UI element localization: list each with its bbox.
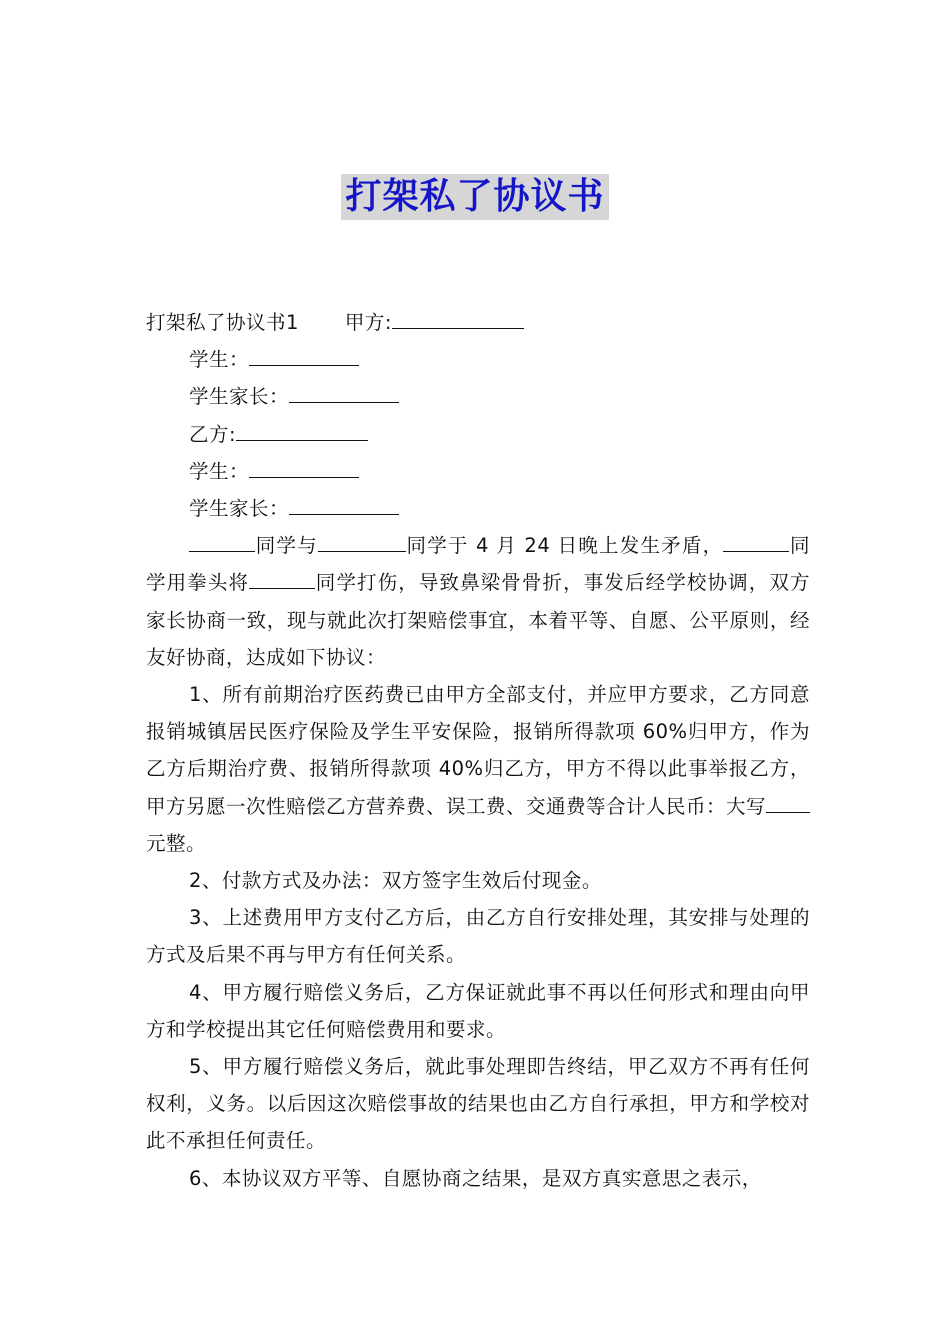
party-b-line: [146, 416, 810, 453]
party-b-student-line: [146, 453, 810, 490]
heading-label: 打架私了协议书1: [146, 311, 299, 334]
student-label: 学生：: [189, 348, 250, 372]
clause-3: 3、上述费用甲方支付乙方后，由乙方自行安排处理，其安排与处理的方式及后果不再与甲方有任何关系。: [146, 906, 810, 967]
party-b-blank: [236, 418, 368, 441]
clause-1-end: 元整。: [146, 831, 207, 855]
name-blank-1: [189, 529, 255, 552]
party-a-student-line: [146, 341, 810, 378]
name-blank-4: [249, 566, 315, 589]
name-blank-3: [723, 529, 789, 552]
party-b-parent-blank: [289, 492, 399, 515]
title-container: [0, 174, 950, 220]
heading-line: [146, 304, 810, 341]
party-a-blank: [392, 306, 524, 329]
clause-2: 2、付款方式及办法：双方签字生效后付现金。: [189, 869, 602, 893]
party-b-parent-line: [146, 490, 810, 527]
student-label: 学生：: [189, 459, 250, 483]
intro-text-4: 同学打伤，导致鼻梁骨骨折，事发后经学校协调，双方家长协商一致，现与就此次打架赔偿事宜，本着平等、自愿、公平原则，经友好协商，达成如下协议：: [146, 571, 810, 669]
document-body: [146, 304, 810, 1197]
amount-blank: [766, 790, 810, 813]
clause-1: [146, 676, 810, 862]
intro-text-1: 同学与: [255, 534, 318, 558]
party-b-label: 乙方:: [189, 422, 237, 446]
intro-text-2: 同学于 4 月 24 日晚上发生矛盾，: [405, 534, 724, 558]
party-a-student-blank: [249, 343, 359, 366]
clause-4: 4、甲方履行赔偿义务后，乙方保证就此事不再以任何形式和理由向甲方和学校提出其它任何赔偿费用和要求。: [146, 980, 810, 1041]
party-a-parent-line: [146, 378, 810, 415]
clause-5: 5、甲方履行赔偿义务后，就此事处理即告终结，甲乙双方不再有任何权利，义务。以后因这次赔偿事故的结果也由乙方自行承担，甲方和学校对此不承担任何责任。: [146, 1055, 810, 1153]
parent-label: 学生家长：: [189, 497, 290, 521]
clause-6: 6、本协议双方平等、自愿协商之结果，是双方真实意思之表示，: [189, 1166, 762, 1190]
name-blank-2: [318, 529, 406, 552]
document-title: 打架私了协议书: [341, 174, 608, 220]
clause-1-text: 1、所有前期治疗医药费已由甲方全部支付，并应甲方要求，乙方同意报销城镇居民医疗保险及学生平安保险，报销所得款项 60%归甲方，作为乙方后期治疗费、报销所得款项 40%归乙方，甲方不得以此事举报乙方，甲方另愿一次性赔偿乙方营养费、误工费、交通费等合计人民币：大写: [146, 683, 810, 818]
intro-text-3: 同学用拳头将: [146, 534, 810, 595]
party-b-student-blank: [249, 455, 359, 478]
intro-paragraph: [146, 527, 810, 676]
party-a-parent-blank: [289, 380, 399, 403]
party-a-label: 甲方:: [344, 311, 392, 334]
parent-label: 学生家长：: [189, 385, 290, 409]
